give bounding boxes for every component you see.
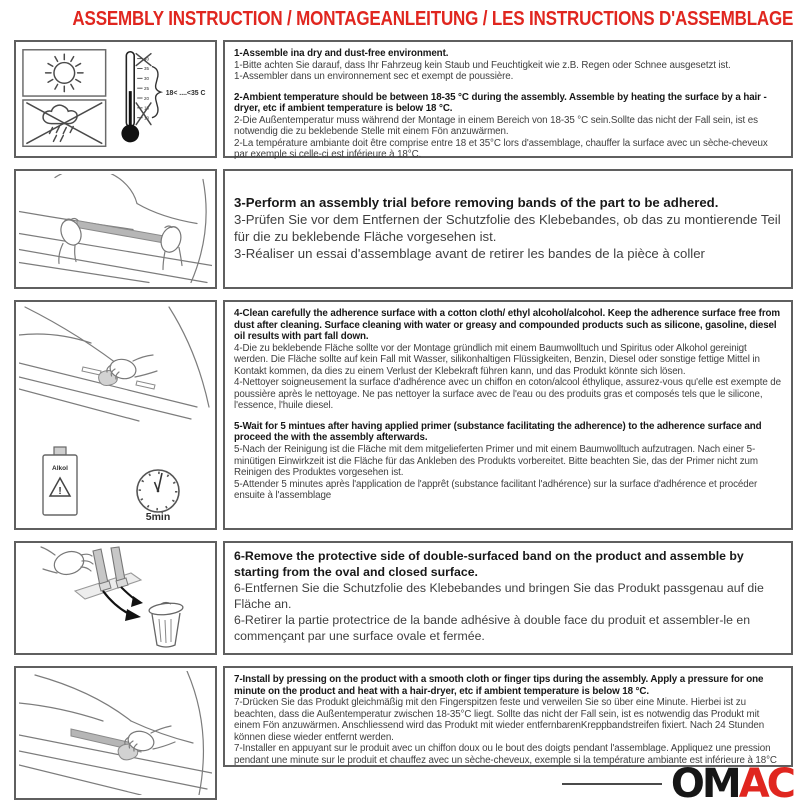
- page-title: ASSEMBLY INSTRUCTION / MONTAGEANLEITUNG / LES INSTRUCTIONS D'ASSEMBLAGE: [72, 8, 794, 30]
- trash-can-icon: [149, 602, 184, 647]
- svg-text:15: 15: [144, 105, 150, 111]
- step-3-fr: 3-Réaliser un essai d'assemblage avant de retirer les bandes de la pièce à coller: [234, 245, 705, 261]
- step-3-de: 3-Prüfen Sie vor dem Entfernen der Schutzfolie des Klebebandes, ob das zu montierende Teil für die zu beklebende Fläche vorgesehen ist.: [234, 212, 781, 244]
- step-7-en: 7-Install by pressing on the product with a smooth cloth or finger tips during the assembly. Apply a pressure for one minute on the product and heat with a hair-dryer, etc if ambient temperature is below 18 °C.: [234, 674, 764, 697]
- sill-plate-strip: [77, 221, 167, 244]
- svg-text:Alkol: Alkol: [52, 465, 68, 472]
- timer-label: 5min: [145, 511, 171, 523]
- instruction-row-environment: [14, 40, 793, 161]
- range-brace: [152, 67, 161, 118]
- svg-text:25: 25: [144, 85, 150, 91]
- step-2-en: 2-Ambient temperature should be between 18-35 °C during the assembly. Assemble by heating the surface by a hair -dryer, etc if ambient temperature is below 18 °C.: [234, 91, 767, 115]
- step-5-fr: 5-Attender 5 minutes après l'application de l'apprêt (substance facilitant l'adhérence) sur la surface d'adhérence et procéder ensuite à l'assemblage: [234, 478, 758, 502]
- brand-footer: [223, 760, 793, 800]
- instruction-row-remove-band: [14, 541, 793, 655]
- peeling-hand: [41, 547, 93, 578]
- svg-text:20: 20: [144, 95, 150, 101]
- step-7-fr: 7-Installer en appuyant sur le produit avec un chiffon doux ou le bout des doigts pendant l'assemblage. Appliquez une pression pendant une minute sur le produit et chauffez avec un sèche-cheveux, exemple si la température ambiante est inférieure à 18°C: [234, 743, 777, 766]
- peel-illustration-box: [14, 541, 217, 655]
- environment-icons: [19, 45, 212, 153]
- step-6-en: 6-Remove the protective side of double-surfaced band on the product and assemble by starting from the oval and closed surface.: [234, 549, 744, 579]
- step-6-de: 6-Entfernen Sie die Schutzfolie des Klebebandes und bringen Sie das Produkt passgenau auf die Fläche an.: [234, 580, 764, 611]
- logo-text-red: AC: [738, 760, 793, 800]
- sill-apply-illustration: [19, 174, 212, 284]
- step-7-de: 7-Drücken Sie das Produkt gleichmäßig mit den Fingerspitzen feste und verweilen Sie so über eine Minute. Hierbei ist zu beachten, dass die Außentemperatur zwischen 18-35°C liegt. Sollte das nicht der Fall sein, ist es notwendig das Produkt mit einem Fön anzuwärmen. Anschliessend wird das Produkt mit wieder entfernbarenKreppbandstreifen fixiert. Nach 24 Stunden können diese wieder entfernt werden.: [234, 697, 765, 743]
- alcohol-bottle-icon: [43, 447, 77, 515]
- peel-discard-illustration: [19, 546, 212, 650]
- step-4-en: 4-Clean carefully the adherence surface with a cotton cloth/ ethyl alcohol/alcohol. Keep the adherence surface free from dust after cleaning. Surface cleaning with water or greasy and compounded products such as silicone, gasoline, diesel oil results with part fall down.: [234, 308, 781, 343]
- logo-text-black: OM: [670, 760, 739, 800]
- clean-illustration-box: [14, 300, 217, 530]
- step-6-fr: 6-Retirer la partie protectrice de la bande adhésive à double face du produit et assembler-le en commençant par une surface ovale et fermée.: [234, 612, 751, 643]
- instruction-text-7: [223, 666, 793, 767]
- instruction-row-clean-primer: [14, 300, 793, 530]
- instruction-row-trial: [14, 169, 793, 289]
- instruction-text-4-5: [223, 300, 793, 530]
- svg-text:40: 40: [144, 56, 150, 62]
- svg-text:!: !: [58, 486, 62, 497]
- no-rain-icon: [23, 100, 106, 146]
- temperature-range-label: 18< ....<35 C: [165, 90, 206, 98]
- timer-clock-icon: [137, 470, 179, 523]
- svg-text:10: 10: [144, 115, 150, 121]
- step-4-de: 4-Die zu beklebende Fläche sollte vor der Montage gründlich mit einem Baumwolltuch und Spiritus oder Alkohol gereinigt werden. Die Fläche sollte auf kein Fall mit Wasser, silikonhaltigen Flüssigkeiten, Benzin, Diesel oder sonstige fettige Mittel in Kontakt kommen, da dies zu einem Verlust der Klebekraft führen kann, und das Produkt könnte sich lösen.: [234, 342, 760, 377]
- step-1-en: 1-Assemble ina dry and dust-free environment.: [234, 48, 449, 59]
- step-3-en: 3-Perform an assembly trial before removing bands of the part to be adhered.: [234, 195, 719, 211]
- step-1-de: 1-Bitte achten Sie darauf, dass Ihr Fahrzeug kein Staub und Feuchtigkeit wie z.B. Regen oder Schnee ausgesetzt ist.: [234, 59, 731, 71]
- trial-illustration-box: [14, 169, 217, 289]
- environment-illustration-box: [14, 40, 217, 158]
- instruction-text-1-2: [223, 40, 793, 161]
- instruction-text-6: [223, 541, 793, 655]
- step-5-en: 5-Wait for 5 mintues after having applied primer (substance facilitating the adherence) to the adherence surface and proceed the with the assembly afterwards.: [234, 420, 762, 444]
- press-install-illustration: [19, 671, 212, 795]
- wipe-clean-illustration: [19, 305, 212, 525]
- install-illustration-box: [14, 666, 217, 800]
- step-2-fr: 2-La température ambiante doit être comprise entre 18 et 35°C lors d'assemblage, chauffer la surface avec un sèche-cheveux par exemple si celle-ci est inférieure à 18°C.: [234, 137, 768, 161]
- step-4-fr: 4-Nettoyer soigneusement la surface d'adhérence avec un chiffon en coton/alcool éthylique, assurez-vous qu'elle est exempte de poussière après le nettoyage. Ne pas nettoyer la surface avec de l'eau ou des produits gras et composés tels que le silicone, l'essence, l'huile diesel.: [234, 377, 782, 412]
- instruction-row-install: [14, 666, 793, 800]
- sun-icon: [23, 50, 106, 96]
- svg-text:30: 30: [144, 76, 150, 82]
- omac-logo: [670, 760, 793, 800]
- thermometer-icon: [121, 52, 205, 143]
- instruction-text-3: [223, 169, 793, 289]
- discard-arrow: [103, 587, 143, 621]
- step-5-de: 5-Nach der Reinigung ist die Fläche mit dem mitgelieferten Primer und mit einem Baumwolltuch aufzutragen. Nach einer 5-minütigen Einwirkzeit ist die Fläche für das Ankleben des Produkts vorbereitet. Bitte beachten Sie, das der Primer nicht zum Reinigen des Produktes vorgesehen ist.: [234, 444, 758, 479]
- step-2-de: 2-Die Außentemperatur muss während der Montage in einem Bereich von 18-35 °C sein.Sollte das nicht der Fall sein, ist es notwendig die zu beklebende Stelle mit einem Fön anzuwärmen.: [234, 114, 758, 138]
- step-1-fr: 1-Assembler dans un environnement sec et exempt de poussière.: [234, 71, 514, 83]
- svg-text:35: 35: [144, 66, 150, 72]
- logo-rule-line: [562, 783, 662, 785]
- right-hand: [158, 224, 184, 269]
